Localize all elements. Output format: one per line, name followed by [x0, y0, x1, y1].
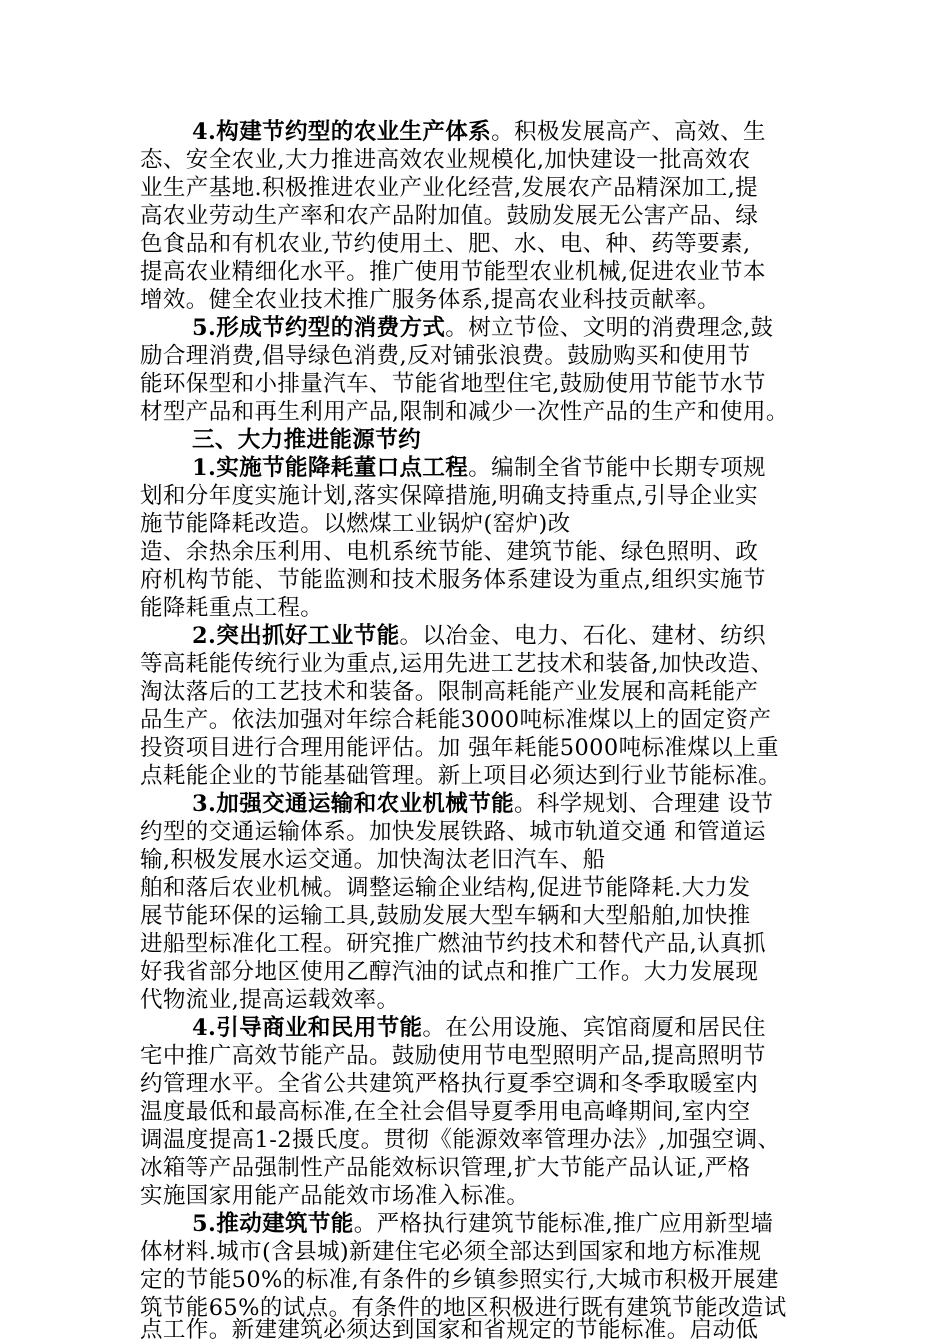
paragraph-heading: 3.加强交通运输和农业机械节能: [192, 791, 514, 817]
text-line: 施节能降耗改造。以燃煤工业锅炉(窑炉)改: [140, 511, 571, 537]
text-line: 筑节能65%的试点。有条件的地区积极进行既有建筑节能改造试: [140, 1295, 787, 1321]
section-heading-line: [192, 426, 820, 454]
text-line: 高农业劳动生产率和农产品附加值。鼓励发展无公害产品、绿: [140, 203, 759, 229]
text-line: 冰箱等产品强制性产品能效标识管理,扩大节能产品认证,严格: [140, 1155, 751, 1181]
text-line: 展节能环保的运输工具,鼓励发展大型车辆和大型船舶,加快推: [140, 903, 751, 929]
text-line: 投资项目进行合理用能评估。加 强年耗能5000吨标准煤以上重: [140, 735, 779, 761]
paragraph-heading-line: [192, 1014, 820, 1042]
paragraph-heading-line: [192, 454, 820, 482]
paragraph-heading: 5.形成节约型的消费方式: [192, 315, 446, 341]
text-line: 体材料.城市(含县城)新建住宅必须全部达到国家和地方标准规: [140, 1239, 762, 1265]
text-line: 等高耗能传统行业为重点,运用先进工艺技术和装备,加快改造、: [140, 651, 774, 677]
text-line: 增效。健全农业技术推广服务体系,提高农业科技贡献率。: [140, 287, 721, 313]
text-line: 点工作。新建建筑必须达到国家和省规定的节能标准。启动低: [140, 1317, 759, 1342]
text-line: 约型的交通运输体系。加快发展铁路、城市轨道交通 和管道运: [140, 819, 766, 845]
text-line: 色食品和有机农业,节约使用土、肥、水、电、种、药等要素,: [140, 231, 751, 257]
text-line: 品生产。依法加强对年综合耗能3000吨标准煤以上的固定资产: [140, 707, 772, 733]
text-line: 划和分年度实施计划,落实保障措施,明确支持重点,引导企业实: [140, 483, 759, 509]
paragraph-text: 。严格执行建筑节能标准,推广应用新型墙: [353, 1211, 774, 1237]
text-line: 淘汰落后的工艺技术和装备。限制高耗能产业发展和高耗能产: [140, 679, 759, 705]
text-line: 造、余热余压利用、电机系统节能、建筑节能、绿色照明、政: [140, 539, 759, 565]
paragraph-text: 。树立节俭、文明的消费理念,鼓: [445, 315, 774, 341]
text-line: 温度最低和最高标准,在全社会倡导夏季用电高峰期间,室内空: [140, 1099, 751, 1125]
paragraph-heading-line: [192, 314, 820, 342]
text-line: 好我省部分地区使用乙醇汽油的试点和推广工作。大力发展现: [140, 959, 759, 985]
text-line: 输,积极发展水运交通。加快淘汰老旧汽车、船: [140, 847, 606, 873]
text-line: 约管理水平。全省公共建筑严格执行夏季空调和冬季取暖室内: [140, 1071, 759, 1097]
paragraph-text: 。积极发展高产、高效、生: [491, 119, 766, 145]
paragraph-heading: 5.推动建筑节能: [192, 1211, 354, 1237]
text-line: 能环保型和小排量汽车、节能省地型住宅,鼓励使用节能节水节: [140, 371, 766, 397]
text-line: 舶和落后农业机械。调整运输企业结构,促进节能降耗.大力发: [140, 875, 751, 901]
text-line: 励合理消费,倡导绿色消费,反对铺张浪费。鼓励购买和使用节: [140, 343, 751, 369]
text-line: 实施国家用能产品能效市场准入标准。: [140, 1183, 530, 1209]
paragraph-text: 。以冶金、电力、石化、建材、纺织: [399, 623, 766, 649]
text-line: 业生产基地.积极推进农业产业化经营,发展农产品精深加工,提: [140, 175, 759, 201]
text-line: 材型产品和再生利用产品,限制和减少一次性产品的生产和使用。: [140, 399, 789, 425]
paragraph-text: 。在公用设施、宾馆商厦和居民住: [422, 1015, 766, 1041]
paragraph-heading: 4.构建节约型的农业生产体系: [192, 119, 492, 145]
text-line: 宅中推广高效节能产品。鼓励使用节电型照明产品,提高照明节: [140, 1043, 766, 1069]
paragraph-heading-line: [192, 1210, 820, 1238]
paragraph-heading-line: [192, 118, 820, 146]
text-line: 调温度提高1-2摄氏度。贯彻《能源效率管理办法》,加强空调、: [140, 1127, 781, 1153]
paragraph-heading-line: [192, 622, 820, 650]
text-line: 提高农业精细化水平。推广使用节能型农业机械,促进农业节本: [140, 259, 766, 285]
text-line: 态、安全农业,大力推进高效农业规模化,加快建设一批高效农: [140, 147, 751, 173]
text-line: 代物流业,提高运载效率。: [140, 987, 400, 1013]
paragraph-heading: 2.突出抓好工业节能: [192, 623, 400, 649]
text-line: 定的节能50%的标准,有条件的乡镇参照实行,大城市积极开展建: [140, 1267, 779, 1293]
text-line: 府机构节能、节能监测和技术服务体系建设为重点,组织实施节: [140, 567, 766, 593]
text-line: 能降耗重点工程。: [140, 595, 324, 621]
text-line: 点耗能企业的节能基础管理。新上项目必须达到行业节能标准。: [140, 763, 782, 789]
paragraph-heading: 4.引导商业和民用节能: [192, 1015, 423, 1041]
paragraph-text: 。科学规划、合理建 设节: [514, 791, 774, 817]
paragraph-heading-line: [192, 790, 820, 818]
text-line: 进船型标准化工程。研究推广燃油节约技术和替代产品,认真抓: [140, 931, 766, 957]
paragraph-heading: 1.实施节能降耗董口点工程: [192, 455, 469, 481]
paragraph-text: 。编制全省节能中长期专项规: [468, 455, 766, 481]
section-heading: 三、大力推进能源节约: [192, 427, 422, 453]
